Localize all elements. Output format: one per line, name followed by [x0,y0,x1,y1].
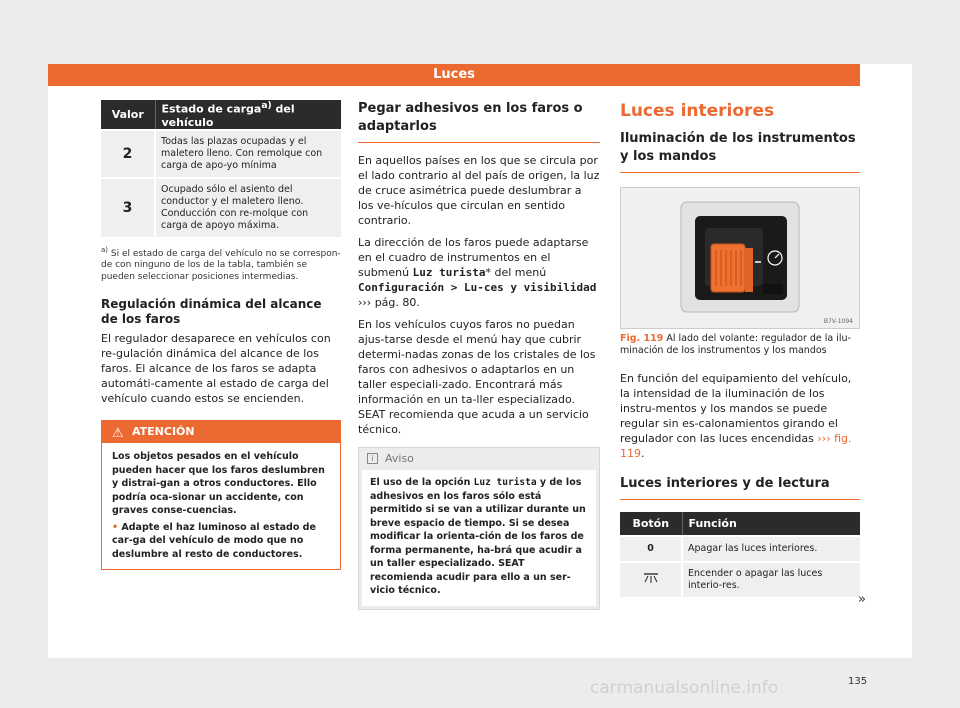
row-function: Encender o apagar las luces interio-res. [682,562,860,597]
page-number: 135 [848,676,868,687]
table-header-row [101,100,341,130]
column-right [620,100,860,597]
section-title-regulacion: Regulación dinámica del alcance de los faros [101,297,322,327]
table-row [101,130,341,178]
row-text: Ocupado sólo el asiento del conductor y el maletero lleno. Conducción con re-molque con carga de apoyo máxima. [155,178,341,237]
adhesivos-p2: La dirección de los faros puede adaptarse en el cuadro de instrumentos en el submenú Luz turista* del menú Configuración > Lu-ces y visibilidad ››› pág. 80. [358,236,597,309]
table-row [620,536,860,562]
regulacion-body: El regulador desaparece en vehículos con re-gulación dinámica del alcance de los faros. El alcance de los faros se adapta automáti-camente al estado de carga del vehículo cuando estos se encienden. [101,332,331,406]
interior-body: En función del equipamiento del vehículo, la intensidad de la iluminación de los instru-mentos y los mandos se puede regular sin es-calonamientos girando el regulador con las luces encendidas ››› fig. 119. [620,372,852,460]
figure-119 [620,187,860,329]
col-header-value: Valor [101,100,155,130]
warning-body: Los objetos pesados en el vehículo pueden hacer que los faros deslumbren y distrai-gan a otros conductores. Ello podría oca-sionar un accidente, con graves conse-cuencias. • Adapte el haz luminoso al estado de car-ga del vehículo de modo que no deslumbre al resto de conductores. [112,451,325,560]
adhesivos-p1: En aquellos países en los que se circula por el lado contrario al del país de origen, la luz de cruce asimétrica puede deslumbrar a los ve-hículos que circulan en sentido contrario. [358,154,600,227]
column-middle [358,100,600,610]
interior-light-icon [642,572,660,584]
table-row [101,178,341,237]
col-header-button: Botón [620,512,682,536]
load-state-table [101,100,341,237]
subtitle-iluminacion: Iluminación de los instrumentos y los mandos [620,130,860,173]
warning-header: ⚠ ATENCIÓN [102,421,340,443]
col-header-state: Estado de carga$^{a)}$ del vehículo [155,100,341,130]
section-title-interior: Luces interiores [620,101,775,121]
section-title-adhesivos: Pegar adhesivos en los faros o adaptarlos [358,100,600,143]
note-body: El uso de la opción Luz turista y de los adhesivos en los faros sólo está permitido si se van a utilizar durante un breve espacio de tiempo. Si se desea modificar la orienta-ción de los faros de forma permanente, ha-brá que acudir a un taller especializado. SEAT recomienda acudir para ello a un ser-vicio técnico. [362,470,596,606]
row-text: Todas las plazas ocupadas y el maletero lleno. Con remolque con carga de apo-yo mínima [155,130,341,178]
page-header-title: Luces [433,67,475,82]
figure-code: B7V-1094 [823,318,853,325]
note-box [358,447,600,610]
dimmer-regulator-illustration [621,188,860,329]
watermark: carmanualsonline.info [590,678,779,698]
note-header: i Aviso [359,448,599,470]
continue-mark: » [858,592,866,607]
warning-box [101,420,341,570]
figure-ref-link[interactable]: ››› fig. 119 [620,432,852,460]
row-function: Apagar las luces interiores. [682,536,860,562]
row-value: 3 [101,178,155,237]
subtitle-lectura: Luces interiores y de lectura [620,475,860,500]
row-value: 2 [101,130,155,178]
page-ref-link[interactable]: ››› pág. 80 [358,296,417,309]
row-button: 0 [620,536,682,562]
column-left [101,100,341,570]
table-row [620,562,860,597]
interior-light-table [620,512,860,597]
table-header-row [620,512,860,536]
bullet-icon: • [112,521,119,533]
warning-triangle-icon: ⚠ [112,426,124,442]
adhesivos-p3: En los vehículos cuyos faros no puedan ajus-tarse desde el menú hay que cubrir determi-nadas zonas de los cristales de los faros con adhesivos o adaptarlos en un taller especiali-zado. Encontrará más información en un ta-ller especializado. SEAT recomienda que acuda a un servicio técnico. [358,318,596,436]
row-button [620,562,682,597]
figure-caption: Fig. 119 Al lado del volante: regulador de la ilu-minación de los instrumentos y los mandos [620,333,851,356]
col-header-function: Función [682,512,860,536]
info-icon: i [367,453,378,464]
table-footnote: $^{a)}$ Si el estado de carga del vehículo no se correspon-de con ninguno de los de la tabla, también se pueden seleccionar posiciones intermedias. [101,245,341,282]
